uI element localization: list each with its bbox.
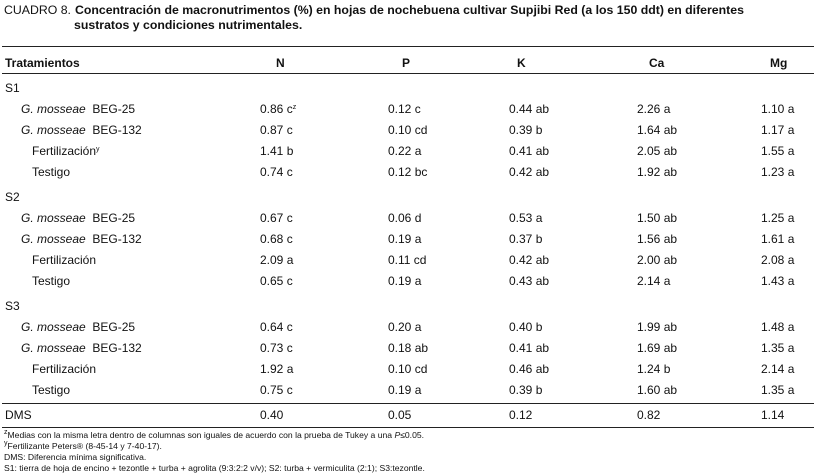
value-k: 0.42 ab	[509, 165, 550, 179]
species-name: G. mosseae	[21, 123, 86, 137]
treatment-name	[21, 318, 135, 336]
group-label-row	[0, 79, 816, 97]
table-row	[0, 100, 816, 118]
table-row	[0, 339, 816, 357]
value-mg: 1.55 a	[761, 144, 795, 158]
table-caption	[4, 3, 810, 33]
table-row	[0, 381, 816, 399]
value-n: 0.86 $c^z$	[260, 102, 297, 116]
caption-title-line2: sustratos y condiciones nutrimentales.	[74, 18, 303, 32]
value-ca: 2.05 ab	[637, 144, 678, 158]
value-k: 0.37 b	[509, 232, 543, 246]
strain-name: BEG-132	[92, 341, 142, 355]
treatment-name: Fertilización$^y$	[32, 144, 100, 158]
value-ca: 1.60 ab	[637, 383, 678, 397]
value-n: 0.75 c	[260, 383, 293, 397]
value-ca: 1.69 ab	[637, 341, 678, 355]
table-row	[0, 230, 816, 248]
value-mg: 1.17 a	[761, 123, 795, 137]
value-p: 0.06 d	[388, 211, 422, 225]
strain-name: BEG-132	[92, 232, 142, 246]
dms-label: DMS	[5, 408, 32, 422]
value-p: 0.05	[388, 408, 412, 422]
footnote-dms: DMS: Diferencia mínima significativa.	[4, 452, 147, 462]
value-mg: 1.35 a	[761, 383, 795, 397]
value-k: 0.46 ab	[509, 362, 550, 376]
value-mg: 1.10 a	[761, 102, 795, 116]
value-ca: 1.24 b	[637, 362, 671, 376]
footnote-mark-z: z	[292, 104, 297, 111]
caption-title: Concentración de macronutrimentos (%) en hojas de nochebuena cultivar Supjibi Red (a los 150 ddt) en diferentes	[74, 3, 744, 17]
value-k: 0.40 b	[509, 320, 543, 334]
value-k: 0.12	[509, 408, 533, 422]
strain-name: BEG-25	[92, 320, 136, 334]
value-n: 0.68 c	[260, 232, 293, 246]
value-k: 0.39 b	[509, 123, 543, 137]
value-k: 0.43 ab	[509, 274, 550, 288]
value-k: 0.41 ab	[509, 144, 550, 158]
bottom-rule	[2, 427, 814, 428]
table-row	[0, 142, 816, 160]
treatment-name: Fertilización	[32, 362, 97, 376]
table-row	[0, 318, 816, 336]
footnote-z: $^z$Medias con la misma letra dentro de columnas son iguales de acuerdo con la prueba de Tukey a una P≤0.05.	[4, 429, 425, 440]
value-ca: 2.14 a	[637, 274, 671, 288]
value-p: 0.10 cd	[388, 123, 428, 137]
species-name: G. mosseae	[21, 102, 86, 116]
strain-name: BEG-132	[92, 123, 142, 137]
value-k: 0.39 b	[509, 383, 543, 397]
value-n: 1.92 a	[260, 362, 294, 376]
species-name: G. mosseae	[21, 341, 86, 355]
value-ca: 0.82	[637, 408, 661, 422]
group-label: S3	[5, 299, 20, 313]
value-p: 0.19 a	[388, 383, 422, 397]
value-ca: 1.99 ab	[637, 320, 678, 334]
value-ca: 1.56 ab	[637, 232, 678, 246]
strain-name: BEG-25	[92, 211, 136, 225]
treatment-name: Testigo	[32, 383, 71, 397]
value-p: 0.20 a	[388, 320, 422, 334]
group-label: S1	[5, 81, 20, 95]
caption-number: CUADRO 8.	[4, 3, 71, 17]
header-n: N	[276, 56, 285, 70]
value-n: 0.65 c	[260, 274, 293, 288]
value-n: 0.87 c	[260, 123, 293, 137]
value-mg: 1.48 a	[761, 320, 795, 334]
treatment-name: Testigo	[32, 165, 71, 179]
value-ca: 1.50 ab	[637, 211, 678, 225]
table-row	[0, 121, 816, 139]
strain-name: BEG-25	[92, 102, 136, 116]
value-k: 0.41 ab	[509, 341, 550, 355]
footnote-y: $^y$Fertilizante Peters® (8-45-14 y 7-40-17).	[4, 440, 162, 451]
value-n: 2.09 a	[260, 253, 294, 267]
treatment-name	[21, 121, 142, 139]
value-n: 0.73 c	[260, 341, 293, 355]
value-p: 0.22 a	[388, 144, 422, 158]
value-p: 0.19 a	[388, 274, 422, 288]
value-ca: 1.92 ab	[637, 165, 678, 179]
table-row	[0, 251, 816, 269]
header-treatments: Tratamientos	[5, 56, 80, 70]
table-row	[0, 360, 816, 378]
value-ca: 2.26 a	[637, 102, 671, 116]
value-k: 0.44 ab	[509, 102, 550, 116]
value-k: 0.53 a	[509, 211, 543, 225]
dms-rule	[2, 403, 814, 404]
footnote-substrates: S1: tierra de hoja de encino + tezontle + turba + agrolita (9:3:2:2 v/v); S2: turba + vermiculita (2:1); S3:tezontle.	[4, 463, 425, 473]
value-mg: 1.61 a	[761, 232, 795, 246]
species-name: G. mosseae	[21, 320, 86, 334]
value-ca: 2.00 ab	[637, 253, 678, 267]
header-rule	[2, 73, 814, 74]
treatment-name	[21, 209, 135, 227]
group-label-row	[0, 297, 816, 315]
value-k: 0.42 ab	[509, 253, 550, 267]
value-mg: 1.23 a	[761, 165, 795, 179]
value-p: 0.18 ab	[388, 341, 429, 355]
species-name: G. mosseae	[21, 211, 86, 225]
value-p: 0.12 bc	[388, 165, 428, 179]
value-p: 0.11 cd	[388, 253, 427, 267]
footnote-mark-y: y	[96, 146, 100, 153]
header-mg: Mg	[770, 56, 788, 70]
treatment-name	[21, 339, 142, 357]
value-n: 0.67 c	[260, 211, 293, 225]
treatment-name	[21, 230, 142, 248]
value-mg: 2.14 a	[761, 362, 795, 376]
value-mg: 1.25 a	[761, 211, 795, 225]
value-mg: 1.43 a	[761, 274, 795, 288]
header-ca: Ca	[649, 56, 665, 70]
value-mg: 1.35 a	[761, 341, 795, 355]
value-n: 1.41 b	[260, 144, 294, 158]
header-row	[0, 54, 816, 72]
value-p: 0.12 c	[388, 102, 421, 116]
treatment-name: Fertilización	[32, 253, 97, 267]
value-ca: 1.64 ab	[637, 123, 678, 137]
top-rule	[2, 46, 814, 47]
group-label: S2	[5, 190, 20, 204]
header-k: K	[517, 56, 526, 70]
species-name: G. mosseae	[21, 232, 86, 246]
treatment-name: Testigo	[32, 274, 71, 288]
value-p: 0.10 cd	[388, 362, 428, 376]
header-p: P	[402, 56, 411, 70]
value-p: 0.19 a	[388, 232, 422, 246]
value-n: 0.74 c	[260, 165, 293, 179]
table-row	[0, 163, 816, 181]
value-n: 0.64 c	[260, 320, 293, 334]
table-row	[0, 209, 816, 227]
dms-row	[0, 406, 816, 424]
value-n: 0.40	[260, 408, 284, 422]
table-row	[0, 272, 816, 290]
group-label-row	[0, 188, 816, 206]
value-mg: 2.08 a	[761, 253, 795, 267]
treatment-name	[21, 100, 135, 118]
value-mg: 1.14	[761, 408, 785, 422]
